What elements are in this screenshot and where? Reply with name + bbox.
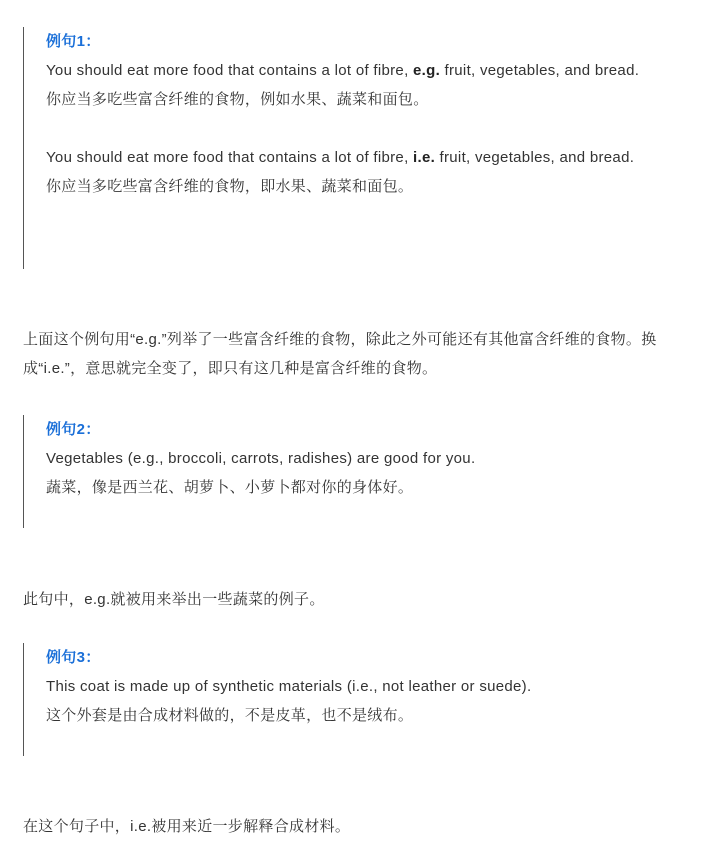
example-1-english-sentence-2: You should eat more food that contains a lot of fibre, i.e. fruit, vegetables, and bread. bbox=[46, 149, 635, 166]
example-2-english-sentence: Vegetables (e.g., broccoli, carrots, radishes) are good for you. bbox=[46, 450, 476, 467]
example-3-label: 例句3： bbox=[46, 649, 101, 666]
example-1-chinese-sentence-1: 你应当多吃些富含纤维的食物，例如水果、蔬菜和面包。 bbox=[46, 91, 429, 108]
example-block-3 bbox=[23, 643, 683, 756]
example-3-chinese-sentence: 这个外套是由合成材料做的，不是皮革，也不是绒布。 bbox=[46, 707, 414, 724]
example-2-chinese-sentence: 蔬菜，像是西兰花、胡萝卜、小萝卜都对你的身体好。 bbox=[46, 479, 414, 496]
example-block-1 bbox=[23, 27, 683, 269]
example-2-label: 例句2： bbox=[46, 421, 101, 438]
spacer bbox=[46, 114, 683, 143]
abbrev-ie: i.e. bbox=[413, 149, 436, 166]
explanation-paragraph-1: 上面这个例句用“e.g.”列举了一些富含纤维的食物，除此之外可能还有其他富含纤维的食物。换成“i.e.”，意思就完全变了，即只有这几种是富含纤维的食物。 bbox=[23, 331, 657, 377]
example-1-label: 例句1： bbox=[46, 33, 101, 50]
example-block-2 bbox=[23, 415, 683, 528]
explanation-paragraph-3: 在这个句子中，i.e.被用来近一步解释合成材料。 bbox=[23, 818, 351, 835]
abbrev-eg: e.g. bbox=[413, 62, 441, 79]
example-1-english-sentence-1: You should eat more food that contains a lot of fibre, e.g. fruit, vegetables, and bread. bbox=[46, 62, 640, 79]
example-3-english-sentence: This coat is made up of synthetic materials (i.e., not leather or suede). bbox=[46, 678, 532, 695]
example-1-chinese-sentence-2: 你应当多吃些富含纤维的食物，即水果、蔬菜和面包。 bbox=[46, 178, 414, 195]
explanation-paragraph-2: 此句中，e.g.就被用来举出一些蔬菜的例子。 bbox=[23, 591, 325, 608]
